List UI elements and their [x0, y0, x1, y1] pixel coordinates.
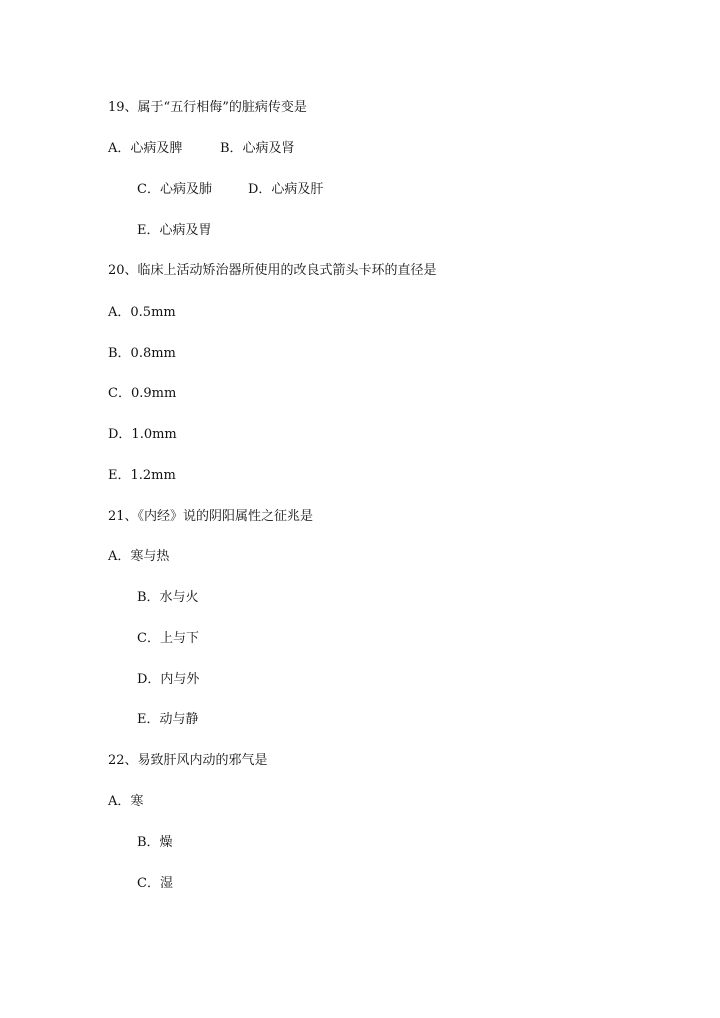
question-22-option-a: A．寒: [108, 794, 144, 809]
question-21-stem: 21、《内经》说的阴阳属性之征兆是: [108, 509, 314, 524]
question-21-option-d: D．内与外: [137, 672, 200, 687]
question-19-option-d: D．心病及肝: [248, 182, 324, 197]
question-22-option-b: B．燥: [137, 835, 173, 850]
question-21-option-c: C．上与下: [137, 631, 199, 646]
question-19-option-c: C．心病及肺: [137, 182, 212, 197]
question-19-option-b: B．心病及肾: [220, 141, 295, 156]
question-20-option-e: E．1.2mm: [108, 468, 176, 483]
question-20-option-d: D．1.0mm: [108, 427, 177, 442]
question-20-option-c: C．0.9mm: [108, 386, 177, 401]
question-19-option-a: A．心病及脾: [108, 141, 183, 156]
question-22-stem: 22、易致肝风内动的邪气是: [108, 753, 268, 768]
question-20-option-b: B．0.8mm: [108, 346, 176, 361]
question-20-stem: 20、临床上活动矫治器所使用的改良式箭头卡环的直径是: [108, 263, 437, 278]
question-19-option-e: E．心病及胃: [137, 223, 212, 238]
question-21-option-e: E．动与静: [137, 712, 199, 727]
question-20-option-a: A．0.5mm: [108, 305, 176, 320]
question-21-option-b: B．水与火: [137, 590, 199, 605]
question-22-option-c: C．湿: [137, 876, 173, 891]
question-19-stem: 19、属于“五行相侮”的脏病传变是: [108, 100, 307, 115]
question-21-option-a: A．寒与热: [108, 549, 170, 564]
